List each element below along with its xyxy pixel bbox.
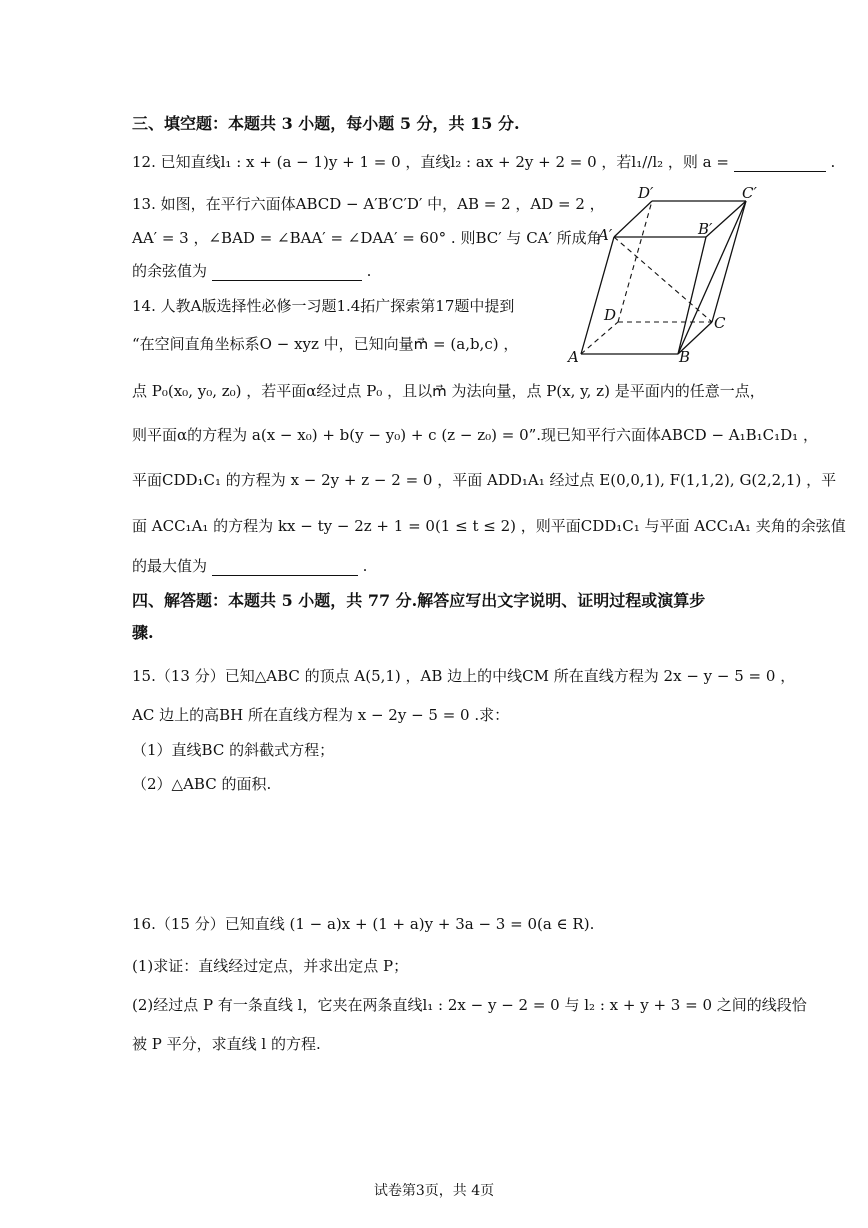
page-footer: 试卷第3页，共 4页 [373,1183,495,1199]
q15-line2: AC 边上的高BH 所在直线方程为 x − 2y − 5 = 0 .求： [132,706,510,724]
edge-c-c1 [712,201,746,322]
segment-a1-c-hidden [614,237,712,322]
q16-line1: 16.（15 分）已知直线 (1 − a)x + (1 + a)y + 3a − 3 = 0(a ∈ R). [132,915,595,933]
label-a-prime: A′ [598,226,613,244]
q16-part1: (1)求证：直线经过定点，并求出定点 P； [132,957,409,975]
q15-line1: 15.（13 分）已知△ABC 的顶点 A(5,1) ，AB 边上的中线CM 所在直线方程为 2x − y − 5 = 0 ， [132,667,796,685]
q15-part1: （1）直线BC 的斜截式方程； [132,741,335,759]
q14-line6: 面 ACC₁A₁ 的方程为 kx − ty − 2z + 1 = 0(1 ≤ t ≤ 2) ，则平面CDD₁C₁ 与平面 ACC₁A₁ 夹角的余弦值 [132,517,846,535]
parallelepiped-figure [562,182,762,367]
edge-a-d-hidden [581,322,618,354]
q13-line1: 13. 如图，在平行六面体ABCD − A′B′C′D′ 中，AB = 2 ，AD = 2 ， [132,195,605,213]
label-d: D [604,306,617,324]
label-c-prime: C′ [742,184,757,202]
q13-answer-blank [212,264,362,281]
q16-part2: (2)经过点 P 有一条直线 l，它夹在两条直线l₁ : 2x − y − 2 = 0 与 l₂ : x + y + 3 = 0 之间的线段恰 [132,996,807,1014]
label-d-prime: D′ [638,184,654,202]
label-c: C [714,314,726,332]
section4-heading: 四、解答题：本题共 5 小题，共 77 分.解答应写出文字说明、证明过程或演算步 [132,591,706,610]
section3-heading: 三、填空题：本题共 3 小题，每小题 5 分，共 15 分. [132,114,520,133]
q15-part2: （2）△ABC 的面积. [132,775,272,793]
edge-d-d1-hidden [618,201,652,322]
q14-line3: 点 P₀(x₀, y₀, z₀) ，若平面α经过点 P₀ ，且以m⃗ 为法向量，点 P(x, y, z) 是平面内的任意一点， [132,382,765,400]
q14-line7: 的最大值为 . [132,557,368,575]
q13-line2: AA′ = 3 ，∠BAD = ∠BAA′ = ∠DAA′ = 60° . 则BC′ 与 CA′ 所成角 [132,229,602,247]
label-b-prime: B′ [698,220,713,238]
q14-answer-blank [212,559,358,576]
label-a: A [568,348,579,366]
label-b: B [679,348,691,366]
q14-line2: “在空间直角坐标系O − xyz 中，已知向量m⃗ = (a,b,c) ， [132,335,519,353]
edge-a-a1 [581,237,617,354]
edge-a1-d1 [614,201,652,237]
q13-line3: 的余弦值为 . [132,262,372,280]
q14-line1: 14. 人教A版选择性必修一习题1.4拓广探索第17题中提到 [132,297,515,315]
q12-text: 12. 已知直线l₁ : x + (a − 1)y + 1 = 0 ，直线l₂ : ax + 2y + 2 = 0 ，若l₁//l₂ ，则 a = [132,153,729,171]
q14-line5: 平面CDD₁C₁ 的方程为 x − 2y + z − 2 = 0 ，平面 ADD₁A₁ 经过点 E(0,0,1), F(1,1,2), G(2,2,1) ，平 [132,471,837,489]
q16-part2-cont: 被 P 平分，求直线 l 的方程. [132,1035,321,1053]
section4-heading-cont: 骤. [132,623,154,642]
q14-line4: 则平面α的方程为 a(x − x₀) + b(y − y₀) + c (z − z₀) = 0”.现已知平行六面体ABCD − A₁B₁C₁D₁ ， [132,426,818,444]
edge-b-b1 [678,237,706,354]
q12: 12. 已知直线l₁ : x + (a − 1)y + 1 = 0 ，直线l₂ : ax + 2y + 2 = 0 ，若l₁//l₂ ，则 a = . [132,153,836,171]
q12-answer-blank [734,155,826,172]
